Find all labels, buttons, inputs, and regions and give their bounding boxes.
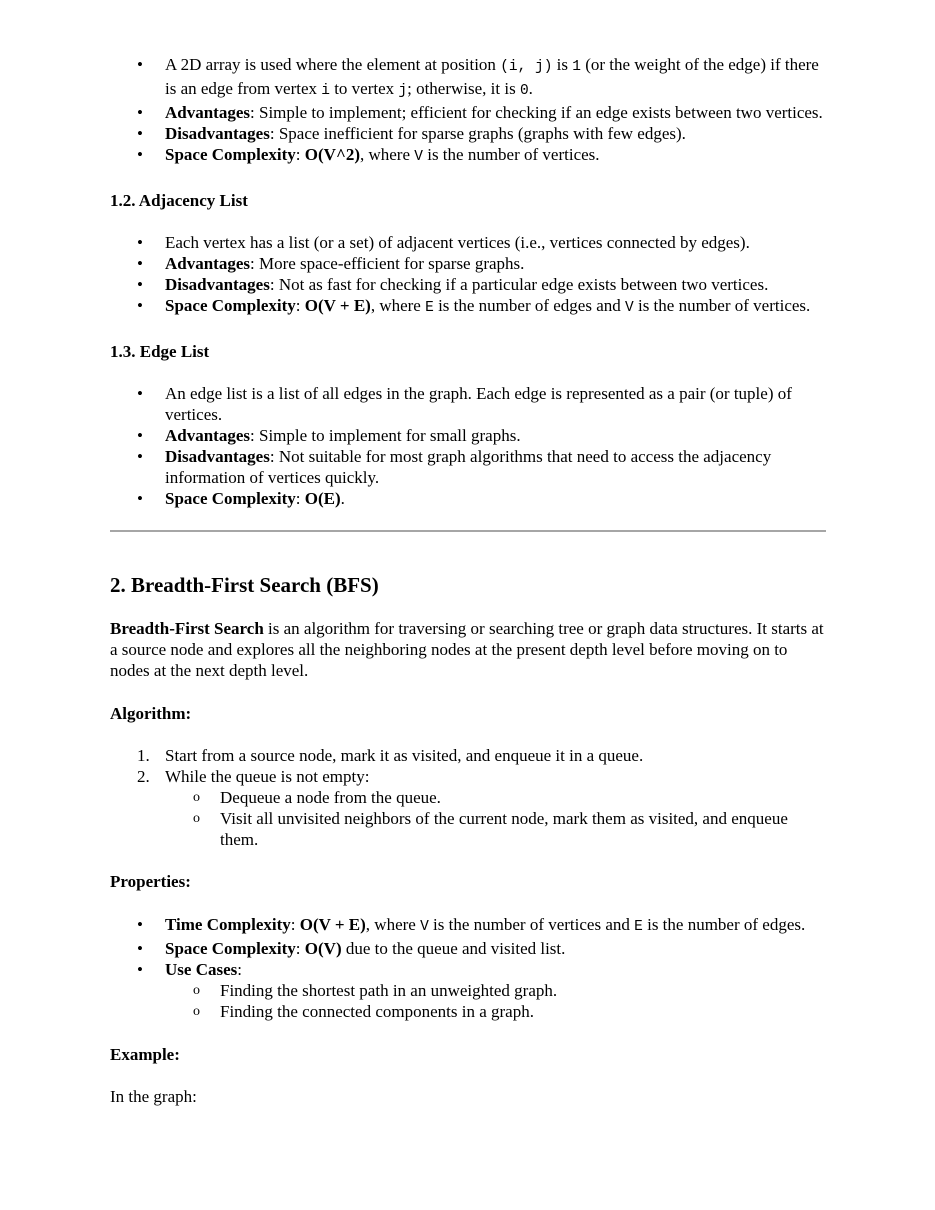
list-item	[165, 914, 826, 938]
horizontal-divider	[110, 530, 826, 532]
text: is the number of edges and	[433, 296, 626, 315]
list-item	[165, 938, 826, 959]
text: is the number of edges.	[642, 915, 806, 934]
example-text: In the graph:	[110, 1087, 197, 1106]
text: , where	[359, 145, 415, 164]
inline-code: V	[420, 919, 429, 935]
text: : Not as fast for checking if a particular edge exists between two vertices.	[269, 275, 769, 294]
section-heading-bfs: 2. Breadth-First Search (BFS)	[110, 573, 379, 597]
inline-code: 1	[572, 59, 581, 75]
text: , where	[365, 915, 421, 934]
text: :	[295, 145, 305, 164]
list-item: o Dequeue a node from the queue.	[220, 787, 826, 808]
step-number: 1.	[137, 746, 150, 765]
list-item	[165, 123, 826, 144]
text: , where	[370, 296, 426, 315]
text: :	[295, 296, 305, 315]
list-item	[165, 274, 826, 295]
bold-label: Disadvantages	[165, 275, 270, 294]
text: .	[340, 489, 345, 508]
text: to vertex	[329, 79, 399, 98]
use-cases-list	[165, 980, 826, 1022]
list-item: • An edge list is a list of all edges in the graph. Each edge is represented as a pair (or tuple) of vertices.	[165, 383, 826, 425]
list-item: o Finding the shortest path in an unweighted graph.	[220, 980, 826, 1001]
text: A 2D array is used where the element at position	[165, 55, 501, 74]
bold-term: Breadth-First Search	[110, 619, 264, 638]
step-number: 2.	[137, 767, 150, 786]
bold-label: Disadvantages	[165, 447, 270, 466]
algorithm-heading: Algorithm:	[110, 704, 192, 723]
text: : Simple to implement for small graphs.	[250, 426, 521, 445]
text: is	[552, 55, 573, 74]
bold-label: Space Complexity	[165, 296, 296, 315]
list-item	[165, 446, 826, 488]
list-item: o Finding the connected components in a graph.	[220, 1001, 826, 1022]
list-item: • Each vertex has a list (or a set) of adjacent vertices (i.e., vertices connected by edges).	[165, 232, 826, 253]
inline-code: i	[321, 83, 330, 99]
bfs-intro-paragraph	[110, 618, 826, 681]
text: :	[295, 489, 305, 508]
list-item	[165, 488, 826, 509]
text: is the number of vertices.	[633, 296, 811, 315]
inline-code: (i, j)	[500, 59, 553, 75]
list-item: o Visit all unvisited neighbors of the current node, mark them as visited, and enqueue them.	[220, 808, 826, 850]
complexity-value: O(E)	[304, 489, 341, 508]
inline-code: V	[414, 149, 423, 165]
text: due to the queue and visited list.	[341, 939, 566, 958]
list-item	[165, 295, 826, 319]
text: While the queue is not empty:	[165, 767, 370, 786]
text: : Space inefficient for sparse graphs (graphs with few edges).	[269, 124, 686, 143]
text: .	[528, 79, 533, 98]
bold-label: Time Complexity	[165, 915, 291, 934]
text: : Simple to implement; efficient for checking if an edge exists between two vertices.	[250, 103, 823, 122]
text: Start from a source node, mark it as visited, and enqueue it in a queue.	[165, 746, 644, 765]
complexity-value: O(V)	[304, 939, 342, 958]
adjacency-list-list	[110, 232, 826, 319]
text: :	[237, 960, 242, 979]
edge-list-list	[110, 383, 826, 509]
properties-list	[110, 914, 826, 1022]
list-item	[137, 766, 826, 850]
bold-label: Advantages	[165, 426, 251, 445]
text: ; otherwise, it is	[407, 79, 520, 98]
list-item	[165, 144, 826, 168]
bold-label: Disadvantages	[165, 124, 270, 143]
complexity-value: O(V^2)	[304, 145, 360, 164]
bold-label: Space Complexity	[165, 489, 296, 508]
inline-code: j	[398, 83, 408, 99]
list-item	[165, 253, 826, 274]
section-heading-edge-list: 1.3. Edge List	[110, 342, 210, 361]
inline-code: E	[634, 919, 643, 935]
text: :	[290, 915, 300, 934]
text: :	[295, 939, 305, 958]
bold-label: Advantages	[165, 254, 251, 273]
list-item	[165, 425, 826, 446]
document-page	[110, 54, 826, 1107]
bold-label: Advantages	[165, 103, 251, 122]
bold-label: Use Cases	[165, 960, 238, 979]
list-item	[165, 54, 826, 102]
properties-heading: Properties:	[110, 872, 191, 891]
list-item	[165, 102, 826, 123]
text: is the number of vertices.	[422, 145, 600, 164]
list-item	[137, 745, 826, 766]
algorithm-substeps	[165, 787, 826, 850]
bold-label: Space Complexity	[165, 939, 296, 958]
bold-label: Space Complexity	[165, 145, 296, 164]
complexity-value: O(V + E)	[304, 296, 371, 315]
inline-code: 0	[519, 83, 529, 99]
list-item	[165, 959, 826, 1022]
text: : Not suitable for most graph algorithms that need to access the adjacency information of vertices quickly.	[165, 447, 772, 487]
text: is the number of vertices and	[428, 915, 635, 934]
inline-code: V	[625, 300, 634, 316]
text: is an algorithm for traversing or searching tree or graph data structures. It starts at a source node and explores all the neighboring nodes at the present depth level before moving on to nodes at the next depth level.	[110, 619, 824, 680]
complexity-value: O(V + E)	[299, 915, 366, 934]
inline-code: E	[425, 300, 434, 316]
text: : More space-efficient for sparse graphs.	[250, 254, 525, 273]
example-heading: Example:	[110, 1045, 180, 1064]
section-heading-adjacency-list: 1.2. Adjacency List	[110, 191, 248, 210]
algorithm-steps	[110, 745, 826, 850]
adjacency-matrix-list	[110, 54, 826, 168]
text: (or the weight of the edge) if there is an edge from vertex	[165, 55, 819, 98]
